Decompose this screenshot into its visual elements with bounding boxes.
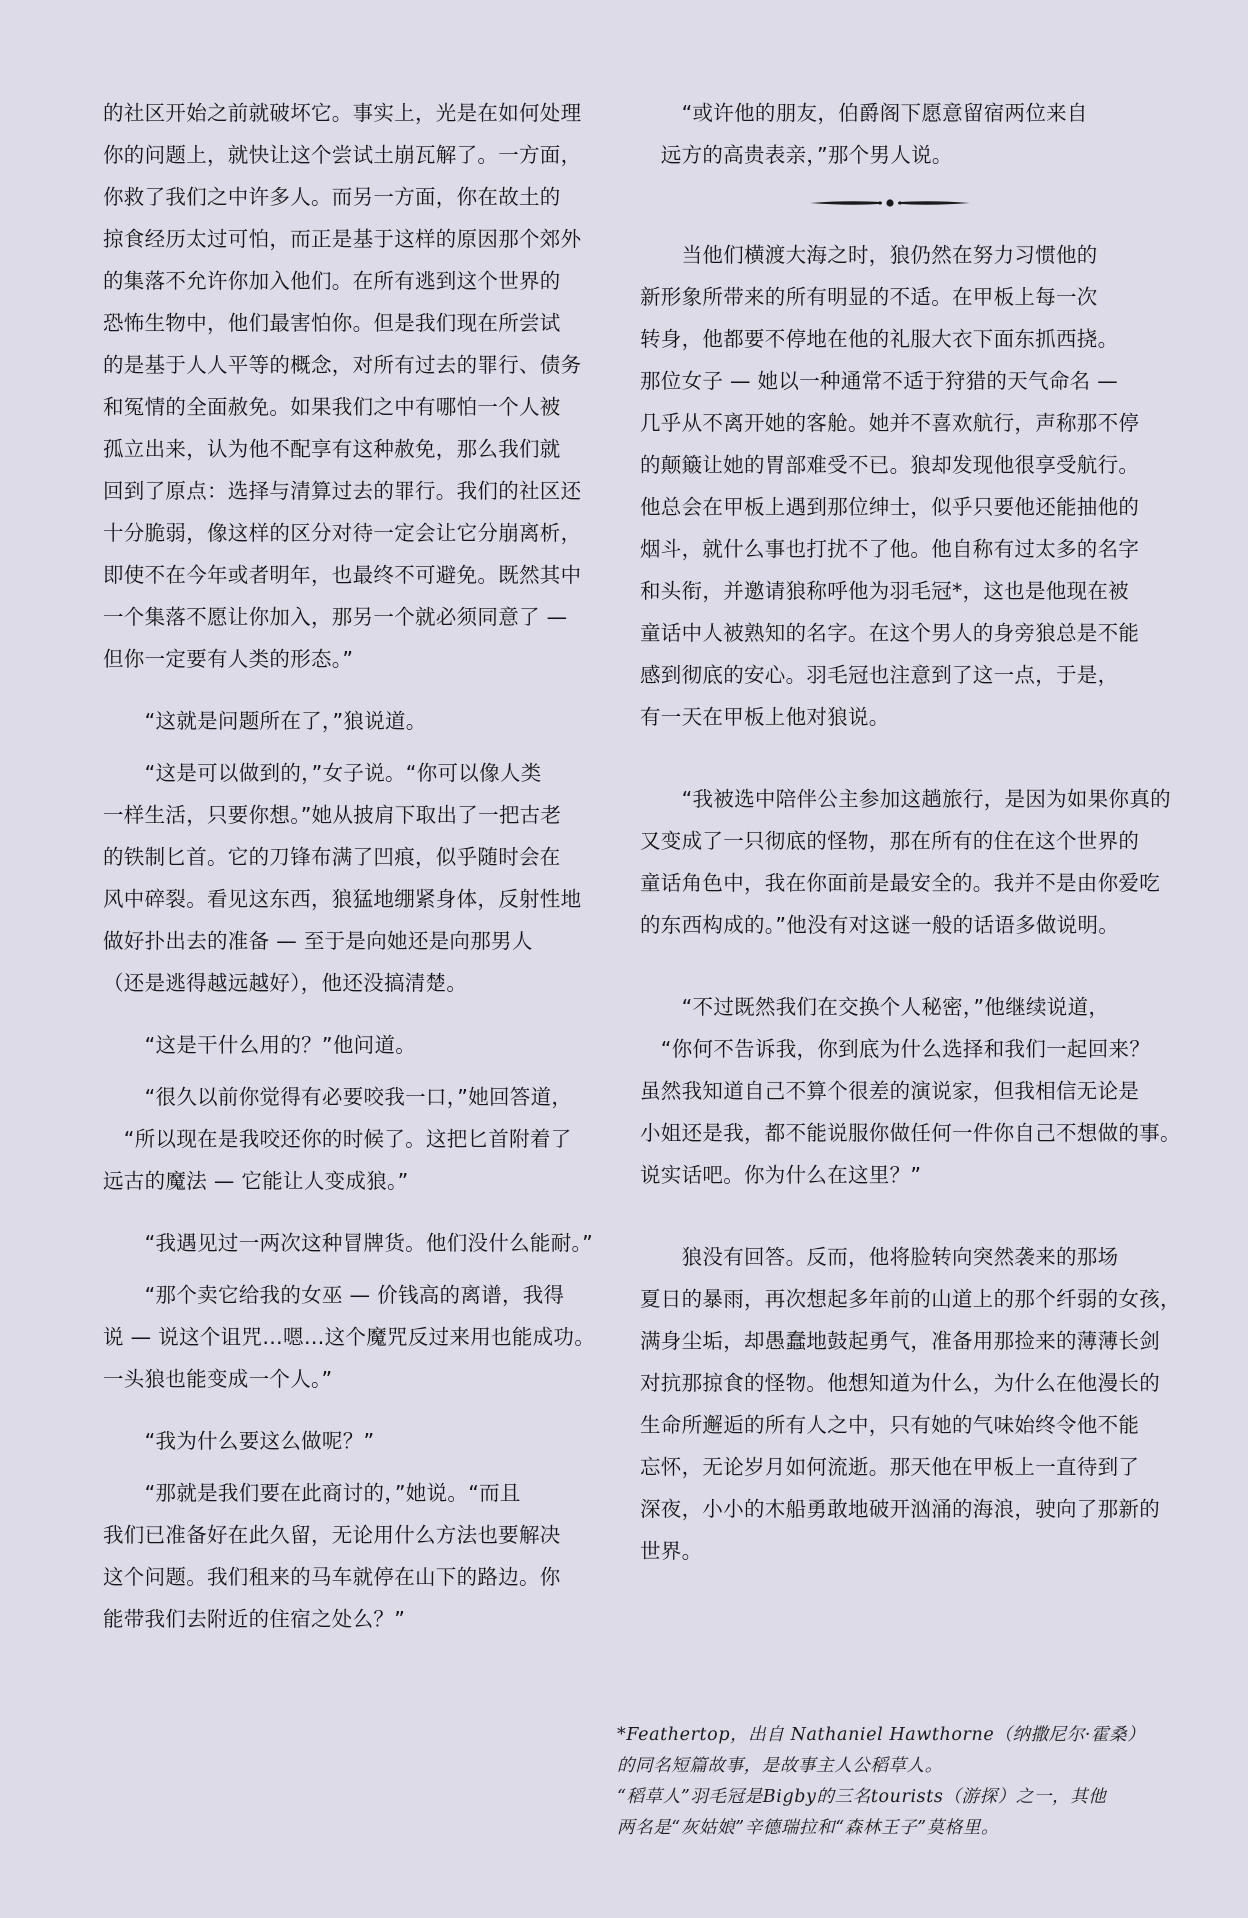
paragraph: “那个卖它给我的女巫 — 价钱高的离谱，我得 说 — 说这个诅咒…嗯…这个魔咒反过来用也能成功。 一头狼也能变成一个人。” xyxy=(103,1283,596,1391)
paragraph: “很久以前你觉得有必要咬我一口，”她回答道， “所以现在是我咬还你的时候了。这把匕首附着了 远古的魔法 — 它能让人变成狼。” xyxy=(103,1085,573,1193)
paragraph: 的社区开始之前就破坏它。事实上，光是在如何处理 你的问题上，就快让这个尝试土崩瓦解了。一方面， 你救了我们之中许多人。而另一方面，你在故土的 掠食经历太过可怕，而正是基于这样的原因那个郊外 的集落不允许你加入他们。在所有逃到这个世界的 恐怖生物中，他们最害怕你。但是我们现在所尝试 的是基于人人平等的概念，对所有过去的罪行、债务 和冤情的全面赦免。如果我们之中有哪怕一个人被 孤立出来，认为他不配享有这种赦免，那么我们就 回到了原点：选择与清算过去的罪行。我们的社区还 十分脆弱，像这样的区分对待一定会让它分崩离析， 即使不在今年或者明年，也最终不可避免。既然其中 一个集落不愿让你加入，那另一个就必须同意了 — 但你一定要有人类的形态。” xyxy=(103,101,582,671)
paragraph: “我为什么要这么做呢？” xyxy=(103,1429,375,1453)
paragraph: “我被选中陪伴公主参加这趟旅行，是因为如果你真的 又变成了一只彻底的怪物，那在所有的住在这个世界的 童话角色中，我在你面前是最安全的。我并不是由你爱吃 的东西构成的。”他没有对这谜一般的话语多做说明。 xyxy=(640,787,1171,937)
paragraph: 狼没有回答。反而，他将脸转向突然袭来的那场 夏日的暴雨，再次想起多年前的山道上的那个纤弱的女孩， 满身尘垢，却愚蠢地鼓起勇气，准备用那捡来的薄薄长剑 对抗那掠食的怪物。他想知道为什么，为什么在他漫长的 生命所邂逅的所有人之中，只有她的气味始终令他不能 忘怀，无论岁月如何流逝。那天他在甲板上一直待到了 深夜，小小的木船勇敢地破开汹涌的海浪，驶向了那新的 世界。 xyxy=(640,1245,1181,1563)
paragraph: “我遇见过一两次这种冒牌货。他们没什么能耐。” xyxy=(103,1231,593,1255)
paragraph: “这是干什么用的？”他问道。 xyxy=(103,1033,417,1057)
paragraph: “不过既然我们在交换个人秘密，”他继续说道， “你何不告诉我，你到底为什么选择和我们一起回来？ 虽然我知道自己不算个很差的演说家，但我相信无论是 小姐还是我，都不能说服你做任何一件你自己不想做的事。 说实话吧。你为什么在这里？” xyxy=(640,995,1181,1187)
paragraph: “那就是我们要在此商讨的，”她说。“而且 我们已准备好在此久留，无论用什么方法也要解决 这个问题。我们租来的马车就停在山下的路边。你 能带我们去附近的住宿之处么？” xyxy=(103,1481,561,1631)
paragraph: “这是可以做到的，”女子说。“你可以像人类 一样生活，只要你想。”她从披肩下取出了一把古老 的铁制匕首。它的刀锋布满了凹痕，似乎随时会在 风中碎裂。看见这东西，狼猛地绷紧身体，反射性地 做好扑出去的准备 — 至于是向她还是向那男人 （还是逃得越远越好），他还没搞清楚。 xyxy=(103,761,582,995)
paragraph: “这就是问题所在了，”狼说道。 xyxy=(103,709,427,733)
section-divider-ornament-icon xyxy=(810,196,970,210)
paragraph: 当他们横渡大海之时，狼仍然在努力习惯他的 新形象所带来的所有明显的不适。在甲板上每一次 转身，他都要不停地在他的礼服大衣下面东抓西挠。 那位女子 — 她以一种通常不适于狩猎的天气命名 — 几乎从不离开她的客舱。她并不喜欢航行，声称那不停 的颠簸让她的胃部难受不已。狼却发现他很享受航行。 他总会在甲板上遇到那位绅士，似乎只要他还能抽他的 烟斗，就什么事也打扰不了他。他自称有过太多的名字 和头衔，并邀请狼称呼他为羽毛冠*，这也是他现在被 童话中人被熟知的名字。在这个男人的身旁狼总是不能 感到彻底的安心。羽毛冠也注意到了这一点，于是， 有一天在甲板上他对狼说。 xyxy=(640,243,1140,729)
left-column xyxy=(103,92,613,1640)
right-column xyxy=(640,92,1210,1572)
footnote: *Feathertop，出自 Nathaniel Hawthorne（纳撒尼尔·霍桑） 的同名短篇故事，是故事主人公稻草人。 “稻草人”羽毛冠是Bigby的三名tourists（游探）之一，其他 两名是“灰姑娘”辛德瑞拉和“森林王子”莫格里。 xyxy=(617,1725,1146,1838)
paragraph: “或许他的朋友，伯爵阁下愿意留宿两位来自 远方的高贵表亲，”那个男人说。 xyxy=(660,101,1088,167)
